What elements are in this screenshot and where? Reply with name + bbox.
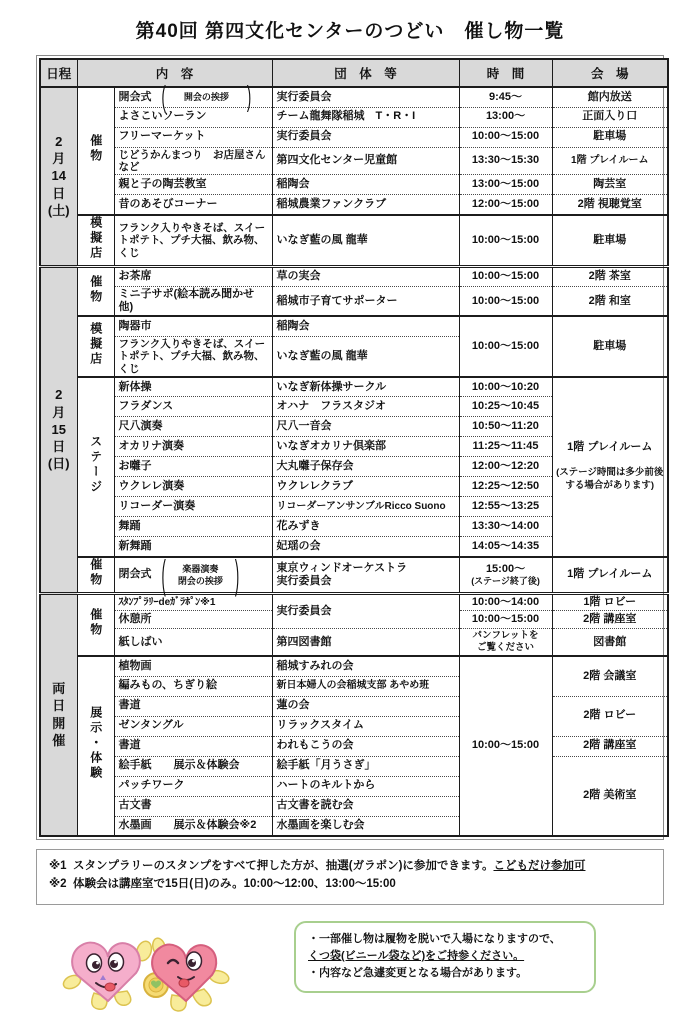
time-cell: パンフレットを ご覧ください bbox=[459, 629, 552, 656]
content-cell: 絵手紙 展示＆体験会 bbox=[114, 756, 272, 776]
table-row bbox=[40, 629, 668, 656]
time-cell: 12:00～12:20 bbox=[459, 457, 552, 477]
content-cell: 休憩所 bbox=[114, 611, 272, 629]
content-cell: フラダンス bbox=[114, 397, 272, 417]
page-title: 第40回 第四文化センターのつどい 催し物一覧 bbox=[135, 21, 565, 42]
schedule-table bbox=[39, 58, 669, 837]
paren-open: ( bbox=[161, 550, 166, 598]
venue-cell: 1階 プレイルーム bbox=[552, 557, 668, 594]
table-row bbox=[40, 87, 668, 107]
content-cell: 新舞踊 bbox=[114, 537, 272, 557]
venue-cell: 図書館 bbox=[552, 629, 668, 656]
venue-cell: 正面入り口 bbox=[552, 107, 668, 127]
heart-mascots-illustration bbox=[56, 935, 231, 1015]
table-row bbox=[40, 266, 668, 286]
paren-close: ) bbox=[246, 80, 252, 114]
org-cell: 稲城農業ファンクラブ bbox=[272, 195, 459, 215]
time-cell: 12:00～15:00 bbox=[459, 195, 552, 215]
content-cell: お囃子 bbox=[114, 457, 272, 477]
org-cell: 大丸囃子保存会 bbox=[272, 457, 459, 477]
schedule-table-frame bbox=[36, 55, 664, 840]
org-cell: 実行委員会 bbox=[272, 127, 459, 147]
venue-cell: 駐車場 bbox=[552, 316, 668, 377]
category-stage: ステージ bbox=[77, 377, 114, 557]
table-row bbox=[40, 656, 668, 676]
info-box bbox=[294, 921, 596, 993]
content-cell: パッチワーク bbox=[114, 776, 272, 796]
date-label-feb15: 2 月 15 日 (日) bbox=[40, 266, 77, 593]
content-cell: 舞踊 bbox=[114, 517, 272, 537]
venue-cell: 陶芸室 bbox=[552, 175, 668, 195]
time-cell: 10:00～15:00 bbox=[459, 286, 552, 316]
time-cell: 13:00～ bbox=[459, 107, 552, 127]
content-cell: 親と子の陶芸教室 bbox=[114, 175, 272, 195]
org-cell: いなぎオカリナ倶楽部 bbox=[272, 437, 459, 457]
time-cell: 11:25～11:45 bbox=[459, 437, 552, 457]
venue-cell: 2階 講座室 bbox=[552, 611, 668, 629]
content-cell: じどうかんまつり お店屋さん など bbox=[114, 147, 272, 175]
venue-cell: 2階 講座室 bbox=[552, 736, 668, 756]
info-line-3: ・内容など急遽変更となる場合があります。 bbox=[308, 966, 528, 979]
org-cell: われもこうの会 bbox=[272, 736, 459, 756]
venue-cell: 駐車場 bbox=[552, 127, 668, 147]
content-cell: 開会式 ( 開会の挨拶 ) bbox=[114, 87, 272, 107]
org-cell: いなぎ新体操サークル bbox=[272, 377, 459, 397]
time-cell: 15:00～ (ステージ終了後) bbox=[459, 557, 552, 594]
venue-cell: 2階 茶室 bbox=[552, 266, 668, 286]
org-cell: 蓮の会 bbox=[272, 696, 459, 716]
category-events: 催物 bbox=[77, 87, 114, 215]
time-cell: 10:50～11:20 bbox=[459, 417, 552, 437]
table-row bbox=[40, 696, 668, 716]
content-cell: フランク入りやきそば、スイートポテト、プチ大福、飲み物、くじ bbox=[114, 215, 272, 267]
category-events: 催物 bbox=[77, 266, 114, 316]
content-cell: 紙しばい bbox=[114, 629, 272, 656]
venue-cell: 2階 ロビー bbox=[552, 696, 668, 736]
info-line-2-underlined: くつ袋(ビニール袋など)をご持参ください。 bbox=[308, 949, 525, 962]
content-cell: 新体操 bbox=[114, 377, 272, 397]
table-header-row bbox=[40, 59, 668, 87]
content-cell: お茶席 bbox=[114, 266, 272, 286]
content-cell: 水墨画 展示＆体験会※2 bbox=[114, 816, 272, 836]
time-cell: 10:00～10:20 bbox=[459, 377, 552, 397]
content-cell: 編みもの、ちぎり絵 bbox=[114, 676, 272, 696]
content-cell: ウクレレ演奏 bbox=[114, 477, 272, 497]
table-row bbox=[40, 147, 668, 175]
content-cell: 閉会式 ( 楽器演奏 閉会の挨拶 ) bbox=[114, 557, 272, 594]
org-cell: 草の実会 bbox=[272, 266, 459, 286]
table-row bbox=[40, 377, 668, 397]
org-cell: いなぎ藍の風 龍華 bbox=[272, 336, 459, 377]
org-cell: 稲陶会 bbox=[272, 316, 459, 336]
category-food-stalls: 模擬店 bbox=[77, 215, 114, 267]
content-cell: 書道 bbox=[114, 736, 272, 756]
table-row bbox=[40, 594, 668, 611]
category-food-stalls: 模擬店 bbox=[77, 316, 114, 377]
venue-cell: 2階 美術室 bbox=[552, 756, 668, 836]
table-row bbox=[40, 107, 668, 127]
venue-cell: 1階 プレイルーム bbox=[552, 147, 668, 175]
venue-cell: 駐車場 bbox=[552, 215, 668, 267]
content-cell: フランク入りやきそば、スイートポテト、プチ大福、飲み物、くじ bbox=[114, 336, 272, 377]
date-label-both-days: 両 日 開 催 bbox=[40, 594, 77, 836]
stage-time-note: (ステージ時間は多少前後する場合があります) bbox=[556, 467, 664, 492]
table-row bbox=[40, 557, 668, 594]
time-cell: 13:30～14:00 bbox=[459, 517, 552, 537]
org-cell: チーム龍舞隊稲城 T・R・I bbox=[272, 107, 459, 127]
venue-cell: 館内放送 bbox=[552, 87, 668, 107]
time-cell: 10:00～15:00 bbox=[459, 611, 552, 629]
venue-cell: 2階 和室 bbox=[552, 286, 668, 316]
category-exhibit-experience: 展示・体験 bbox=[77, 656, 114, 836]
time-cell: 10:00～15:00 bbox=[459, 127, 552, 147]
date-label-feb14: 2 月 14 日 (土) bbox=[40, 87, 77, 266]
paren-open: ( bbox=[161, 80, 166, 114]
time-cell: 10:00～15:00 bbox=[459, 266, 552, 286]
table-row bbox=[40, 215, 668, 267]
table-row bbox=[40, 195, 668, 215]
org-cell: 稲城市子育てサポーター bbox=[272, 286, 459, 316]
footnote-1: ※1 スタンプラリーのスタンプをすべて押した方が、抽選(ガラポン)に参加できます。こどもだけ参加可 bbox=[49, 860, 586, 873]
footnote-2: ※2 体験会は講座室で15日(日)のみ。10:00～12:00、13:00～15:00 bbox=[49, 878, 396, 891]
content-cell: 陶器市 bbox=[114, 316, 272, 336]
col-header-time: 時 間 bbox=[459, 59, 552, 87]
paren-close: ) bbox=[234, 550, 240, 598]
org-cell: 第四図書館 bbox=[272, 629, 459, 656]
table-row bbox=[40, 736, 668, 756]
table-row bbox=[40, 286, 668, 316]
time-cell: 13:30～15:30 bbox=[459, 147, 552, 175]
venue-cell-stage: 1階 プレイルーム (ステージ時間は多少前後する場合があります) bbox=[552, 377, 668, 557]
org-cell: 水墨画を楽しむ会 bbox=[272, 816, 459, 836]
footnotes-box bbox=[36, 849, 664, 905]
org-cell: 古文書を読む会 bbox=[272, 796, 459, 816]
content-cell: ミニ子サポ(絵本読み聞かせ他) bbox=[114, 286, 272, 316]
org-cell: いなぎ藍の風 龍華 bbox=[272, 215, 459, 267]
table-row bbox=[40, 756, 668, 776]
category-events: 催物 bbox=[77, 594, 114, 656]
org-cell: ウクレレクラブ bbox=[272, 477, 459, 497]
bottom-area bbox=[36, 921, 664, 1021]
col-header-content: 内 容 bbox=[77, 59, 272, 87]
time-cell: 12:25～12:50 bbox=[459, 477, 552, 497]
content-cell: ゼンタングル bbox=[114, 716, 272, 736]
org-cell: 花みずき bbox=[272, 517, 459, 537]
content-cell: 古文書 bbox=[114, 796, 272, 816]
time-cell: 10:00～15:00 bbox=[459, 656, 552, 836]
content-cell: ｽﾀﾝﾌﾟﾗﾘｰdeｶﾞﾗﾎﾟﾝ※1 bbox=[114, 594, 272, 611]
org-cell: 東京ウィンドオーケストラ 実行委員会 bbox=[272, 557, 459, 594]
org-cell: ハートのキルトから bbox=[272, 776, 459, 796]
org-cell: 実行委員会 bbox=[272, 594, 459, 629]
table-row bbox=[40, 127, 668, 147]
time-cell: 9:45～ bbox=[459, 87, 552, 107]
venue-cell: 2階 会議室 bbox=[552, 656, 668, 696]
category-events: 催物 bbox=[77, 557, 114, 594]
time-cell: 14:05～14:35 bbox=[459, 537, 552, 557]
org-cell: 尺八一音会 bbox=[272, 417, 459, 437]
org-cell: 新日本婦人の会稲城支部 あやめ班 bbox=[272, 676, 459, 696]
time-cell: 10:25～10:45 bbox=[459, 397, 552, 417]
table-row bbox=[40, 316, 668, 336]
content-cell: オカリナ演奏 bbox=[114, 437, 272, 457]
time-cell: 12:55～13:25 bbox=[459, 497, 552, 517]
org-cell: リコーダーアンサンブルRicco Suono bbox=[272, 497, 459, 517]
time-cell: 13:00～15:00 bbox=[459, 175, 552, 195]
org-cell: オハナ フラスタジオ bbox=[272, 397, 459, 417]
content-cell: 書道 bbox=[114, 696, 272, 716]
org-cell: 実行委員会 bbox=[272, 87, 459, 107]
org-cell: 妃瑶の会 bbox=[272, 537, 459, 557]
time-cell: 10:00～15:00 bbox=[459, 215, 552, 267]
footnote-1-underlined: こどもだけ参加可 bbox=[493, 860, 586, 873]
time-cell: 10:00～15:00 bbox=[459, 316, 552, 377]
org-cell: 第四文化センター児童館 bbox=[272, 147, 459, 175]
org-cell: 稲陶会 bbox=[272, 175, 459, 195]
col-header-venue: 会 場 bbox=[552, 59, 668, 87]
col-header-date: 日程 bbox=[40, 59, 77, 87]
content-cell: リコーダー演奏 bbox=[114, 497, 272, 517]
org-cell: 稲城すみれの会 bbox=[272, 656, 459, 676]
org-cell: リラックスタイム bbox=[272, 716, 459, 736]
org-cell: 絵手紙「月うさぎ」 bbox=[272, 756, 459, 776]
content-cell: 昔のあそびコーナー bbox=[114, 195, 272, 215]
content-cell: よさこいソーラン bbox=[114, 107, 272, 127]
content-cell: フリーマーケット bbox=[114, 127, 272, 147]
venue-cell: 2階 視聴覚室 bbox=[552, 195, 668, 215]
content-cell: 尺八演奏 bbox=[114, 417, 272, 437]
content-cell: 植物画 bbox=[114, 656, 272, 676]
col-header-org: 団 体 等 bbox=[272, 59, 459, 87]
info-line-1: ・一部催し物は履物を脱いで入場になりますので、 bbox=[308, 932, 561, 945]
table-row bbox=[40, 175, 668, 195]
time-cell: 10:00～14:00 bbox=[459, 594, 552, 611]
venue-cell: 1階 ロビー bbox=[552, 594, 668, 611]
